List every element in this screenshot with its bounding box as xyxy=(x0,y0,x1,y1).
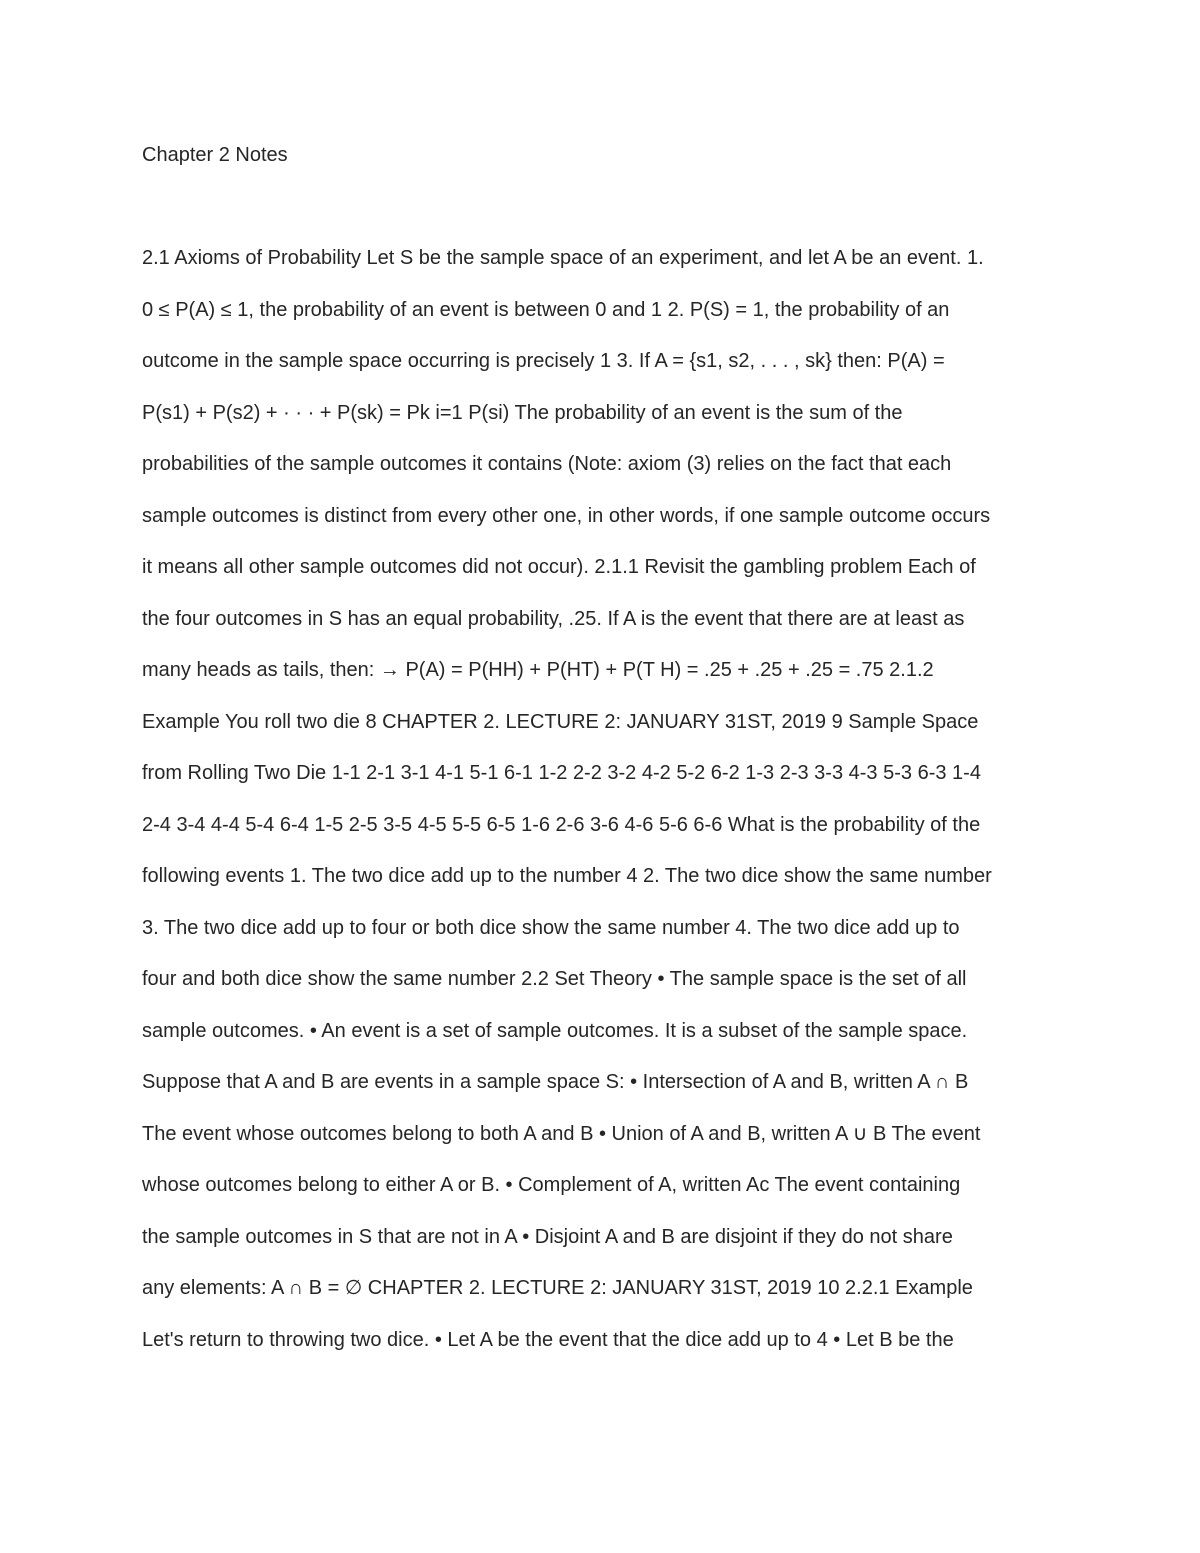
text-line: whose outcomes belong to either A or B. • Complement of A, written Ac The event containing xyxy=(142,1174,961,1196)
text-line: P(s1) + P(s2) + · · · + P(sk) = Pk i=1 P(si) The probability of an event is the sum of the xyxy=(142,401,903,424)
text-line: 2-4 3-4 4-4 5-4 6-4 1-5 2-5 3-5 4-5 5-5 6-5 1-6 2-6 3-6 4-6 5-6 6-6 What is the probability of the xyxy=(142,813,981,836)
text-line: following events 1. The two dice add up to the number 4 2. The two dice show the same number xyxy=(142,865,992,887)
text-line: The event whose outcomes belong to both A and B • Union of A and B, written A ∪ B The event xyxy=(142,1122,981,1145)
body-text xyxy=(142,244,992,1377)
text-line: 3. The two dice add up to four or both dice show the same number 4. The two dice add up to xyxy=(142,916,960,939)
text-line: it means all other sample outcomes did not occur). 2.1.1 Revisit the gambling problem Each of xyxy=(142,556,976,578)
text-line: probabilities of the sample outcomes it contains (Note: axiom (3) relies on the fact that each xyxy=(142,453,952,475)
text-line: Example You roll two die 8 CHAPTER 2. LECTURE 2: JANUARY 31ST, 2019 9 Sample Space xyxy=(142,710,979,733)
text-line: Let's return to throwing two dice. • Let A be the event that the dice add up to 4 • Let B be the xyxy=(142,1328,954,1351)
text-line: sample outcomes. • An event is a set of sample outcomes. It is a subset of the sample space. xyxy=(142,1019,968,1042)
text-line: 0 ≤ P(A) ≤ 1, the probability of an event is between 0 and 1 2. P(S) = 1, the probability of an xyxy=(142,298,950,321)
text-line: outcome in the sample space occurring is precisely 1 3. If A = {s1, s2, . . . , sk} then: P(A) = xyxy=(142,350,945,372)
text-line: many heads as tails, then: → P(A) = P(HH) + P(HT) + P(T H) = .25 + .25 + .25 = .75 2.1.2 xyxy=(142,659,934,681)
text-line: any elements: A ∩ B = ∅ CHAPTER 2. LECTURE 2: JANUARY 31ST, 2019 10 2.2.1 Example xyxy=(142,1277,973,1299)
text-line: Suppose that A and B are events in a sample space S: • Intersection of A and B, written A ∩ B xyxy=(142,1071,969,1093)
page-title: Chapter 2 Notes xyxy=(142,144,288,166)
text-line: four and both dice show the same number 2.2 Set Theory • The sample space is the set of all xyxy=(142,968,967,990)
text-line: from Rolling Two Die 1-1 2-1 3-1 4-1 5-1 6-1 1-2 2-2 3-2 4-2 5-2 6-2 1-3 2-3 3-3 4-3 5-3 6-3 1-4 xyxy=(142,762,981,784)
text-line: the four outcomes in S has an equal probability, .25. If A is the event that there are at least as xyxy=(142,607,965,630)
text-line: the sample outcomes in S that are not in A • Disjoint A and B are disjoint if they do not share xyxy=(142,1225,953,1248)
text-line: sample outcomes is distinct from every other one, in other words, if one sample outcome occurs xyxy=(142,504,991,527)
text-line: 2.1 Axioms of Probability Let S be the sample space of an experiment, and let A be an event. 1. xyxy=(142,247,984,269)
